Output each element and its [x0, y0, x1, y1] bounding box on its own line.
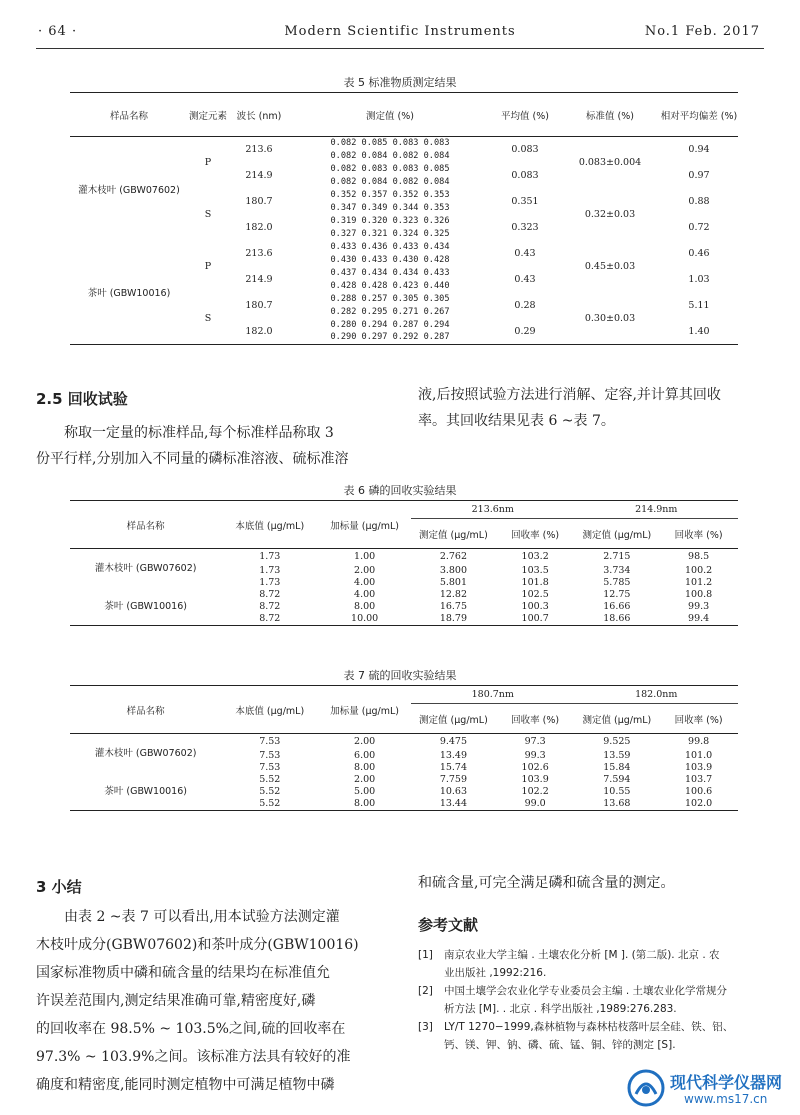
table6-cell: 100.2	[685, 564, 713, 576]
table5-values	[290, 293, 490, 319]
table7-cell: 99.3	[524, 749, 546, 761]
table7-cell: 8.00	[354, 797, 376, 809]
table5-sample: 茶叶 (GBW10016)	[87, 288, 171, 300]
table7-cell: 102.2	[521, 785, 549, 797]
table6-h-sample: 样品名称	[126, 520, 165, 532]
section-2-5-left-line2: 份平行样,分别加入不同量的磷标准溶液、硫标准溶	[36, 451, 349, 467]
table5-wavelength: 182.0	[245, 222, 273, 233]
table7-cell: 8.00	[354, 761, 376, 773]
table6-cell: 18.79	[439, 612, 468, 624]
table6-h-add: 加标量 (μg/mL)	[330, 520, 400, 532]
table5-values	[290, 163, 490, 189]
reference-line: LY/T 1270−1999,森林植物与森林枯枝落叶层全硅、铁、铝、	[444, 1021, 734, 1033]
table7-sample: 茶叶 (GBW10016)	[104, 786, 187, 797]
table6-cell: 3.800	[439, 564, 468, 576]
table6-cell: 103.5	[521, 564, 549, 576]
table7-cell: 7.594	[603, 773, 631, 785]
table6-cell: 12.75	[603, 588, 631, 600]
table6-cell: 1.73	[259, 564, 281, 576]
table7-cell: 7.53	[259, 749, 281, 761]
table5-rsd: 0.46	[688, 248, 710, 259]
table5-values	[290, 319, 490, 345]
table6-cell: 100.7	[521, 612, 549, 624]
section-2-5-title: 2.5 回收试验	[36, 390, 128, 408]
table6-cell: 5.785	[603, 576, 631, 588]
table5-values-line: 0.319 0.320 0.323 0.326	[330, 215, 450, 226]
table6-h-wl1: 213.6nm	[411, 501, 574, 519]
table7-cell: 2.00	[354, 735, 376, 747]
table6	[70, 500, 738, 626]
table7-cell: 102.0	[685, 797, 713, 809]
table5-values-line: 0.082 0.084 0.082 0.084	[330, 176, 450, 187]
table7-cell: 15.74	[439, 761, 468, 773]
table5-values-line: 0.347 0.349 0.344 0.353	[330, 202, 450, 213]
table5-row	[70, 137, 738, 163]
reference-line: 析方法 [M]. . 北京 . 科学出版社 ,1989:276.283.	[444, 1003, 677, 1015]
table6-cell: 98.5	[688, 550, 710, 562]
table6-h-meas: 测定值 (μg/mL)	[582, 529, 652, 541]
table5-values-line: 0.437 0.434 0.434 0.433	[330, 267, 450, 278]
table6-caption: 表 6 磷的回收实验结果	[343, 484, 457, 497]
section-2-5-right-line1: 液,后按照试验方法进行消解、定容,并计算其回收	[418, 387, 721, 403]
table5-values-line: 0.082 0.084 0.082 0.084	[330, 150, 450, 161]
table7-caption: 表 7 硫的回收实验结果	[343, 669, 457, 682]
table6-cell: 16.66	[603, 600, 631, 612]
table7-h-wl2: 182.0nm	[575, 686, 739, 704]
table5-values-line: 0.288 0.257 0.305 0.305	[330, 293, 450, 304]
table7-cell: 10.63	[439, 785, 468, 797]
table5-row	[70, 241, 738, 267]
table5-h-sample: 样品名称	[109, 110, 148, 122]
table5-avg: 0.083	[511, 144, 539, 156]
table5-wavelength: 214.9	[245, 274, 273, 285]
table7-h-wl1: 180.7nm	[411, 686, 574, 704]
table6-h-rec: 回收率 (%)	[674, 529, 723, 541]
section-3-line: 由表 2 ~表 7 可以看出,用本试验方法测定灌	[64, 909, 340, 925]
table6-cell: 16.75	[439, 600, 468, 612]
table7-sample: 灌木枝叶 (GBW07602)	[94, 748, 197, 760]
table5-values	[290, 189, 490, 215]
table5-std: 0.083±0.004	[578, 157, 642, 169]
table6-cell: 101.2	[685, 576, 713, 588]
table5-values-line: 0.082 0.085 0.083 0.083	[330, 138, 450, 149]
table7-cell: 100.6	[685, 785, 713, 797]
table7-h-meas: 测定值 (μg/mL)	[582, 714, 652, 726]
table5-std: 0.45±0.03	[584, 261, 636, 272]
table7-h-sample: 样品名称	[126, 705, 165, 717]
table6-cell: 4.00	[354, 576, 376, 588]
table7-cell: 2.00	[354, 773, 376, 785]
table7-cell: 5.52	[259, 797, 281, 809]
table5-values	[290, 241, 490, 267]
table7-cell: 5.52	[259, 785, 281, 797]
table5-std: 0.30±0.03	[584, 312, 636, 324]
table5-avg: 0.323	[511, 222, 539, 233]
table5-avg: 0.43	[514, 248, 536, 259]
table5-avg: 0.083	[511, 170, 539, 181]
table5-h-std: 标准值 (%)	[586, 110, 634, 122]
table7-cell: 5.52	[259, 773, 281, 785]
table5-h-rsd: 相对平均偏差 (%)	[660, 110, 738, 122]
table7-cell: 13.49	[439, 749, 468, 761]
table7-cell: 13.44	[439, 797, 468, 809]
table5-values	[290, 137, 490, 163]
table7-cell: 9.475	[439, 735, 468, 747]
table6-cell: 1.00	[354, 550, 376, 562]
table7-cell: 10.55	[603, 785, 631, 797]
section-3-title: 3 小结	[36, 878, 82, 896]
table6-cell: 2.00	[354, 564, 376, 576]
table7-h-meas: 测定值 (μg/mL)	[419, 714, 488, 726]
table5-avg: 0.29	[514, 325, 536, 337]
table6-sample: 灌木枝叶 (GBW07602)	[94, 563, 197, 575]
table7-cell: 102.6	[521, 761, 549, 773]
watermark-logo-icon	[626, 1068, 666, 1108]
table7-cell: 15.84	[603, 761, 631, 773]
table5-rsd: 0.72	[688, 222, 710, 233]
table7-cell: 7.759	[439, 773, 468, 785]
reference-line: 南京农业大学主编 . 土壤农化分析 [M ]. (第二版). 北京 . 农	[444, 949, 720, 961]
table5-rsd: 0.94	[688, 144, 710, 156]
section-2-5-left-line1: 称取一定量的标准样品,每个标准样品称取 3	[64, 425, 334, 441]
table6-cell: 1.73	[259, 576, 281, 588]
table7-cell: 103.7	[685, 773, 713, 785]
table5-rsd: 0.88	[688, 196, 710, 207]
table5-values-line: 0.282 0.295 0.271 0.267	[330, 306, 450, 317]
table6-cell: 10.00	[351, 612, 379, 624]
table5-std: 0.32±0.03	[584, 209, 636, 220]
table5-values-line: 0.352 0.357 0.352 0.353	[330, 189, 450, 200]
table5-wavelength: 213.6	[245, 248, 273, 259]
table5-element: P	[204, 261, 212, 272]
table6-cell: 5.801	[439, 576, 468, 588]
table6-cell: 8.72	[259, 600, 281, 612]
table5-values-line: 0.430 0.433 0.430 0.428	[330, 254, 450, 265]
table5-element: S	[204, 209, 212, 220]
section-3-line: 的回收率在 98.5% ~ 103.5%之间,硫的回收率在	[36, 1021, 346, 1037]
table7-cell: 6.00	[354, 749, 376, 761]
table6-cell: 3.734	[603, 564, 631, 576]
table6-cell: 101.8	[521, 576, 549, 588]
table7-h-rec: 回收率 (%)	[674, 714, 723, 726]
table5-values-line: 0.290 0.297 0.292 0.287	[330, 332, 450, 343]
table5-h-avg: 平均值 (%)	[501, 110, 549, 122]
table6-cell: 100.3	[521, 600, 549, 612]
table5-caption: 表 5 标准物质测定结果	[343, 76, 457, 89]
table6-sample: 茶叶 (GBW10016)	[104, 601, 187, 612]
table5-h-element: 测定元素	[188, 110, 227, 122]
table6-header-row1	[70, 501, 738, 519]
table6-h-rec: 回收率 (%)	[511, 529, 560, 541]
table6-cell: 4.00	[354, 588, 376, 600]
table5-values-line: 0.433 0.436 0.433 0.434	[330, 241, 450, 252]
table5-element: P	[204, 157, 212, 169]
section-3-line: 许误差范围内,测定结果准确可靠,精密度好,磷	[36, 993, 316, 1009]
table6-cell: 12.82	[439, 588, 468, 600]
table5-wavelength: 213.6	[245, 144, 273, 156]
table6-cell: 103.2	[521, 550, 549, 562]
table5-rsd: 1.03	[688, 274, 710, 285]
table5-rsd: 0.97	[688, 170, 710, 181]
table7-cell: 103.9	[685, 761, 713, 773]
table5-avg: 0.351	[511, 196, 539, 207]
table6-h-meas: 测定值 (μg/mL)	[419, 529, 488, 541]
table7-h-add: 加标量 (μg/mL)	[330, 705, 400, 717]
table6-cell: 8.72	[259, 588, 281, 600]
table6-cell: 99.4	[688, 612, 710, 624]
table7-cell: 101.0	[685, 749, 713, 761]
table5	[70, 92, 738, 345]
table5-avg: 0.43	[514, 274, 536, 285]
table6-h-wl2: 214.9nm	[575, 501, 739, 519]
journal-title: Modern Scientific Instruments	[284, 24, 516, 39]
section-2-5-right-line2: 率。其回收结果见表 6 ~表 7。	[418, 413, 615, 429]
table5-sample: 灌木枝叶 (GBW07602)	[78, 184, 180, 196]
table6-cell: 1.73	[259, 550, 281, 562]
table7-cell: 99.0	[524, 797, 546, 809]
table7-cell: 97.3	[524, 735, 546, 747]
reference-line: 钙、镁、钾、钠、磷、硫、锰、铜、锌的测定 [S].	[444, 1039, 676, 1051]
table5-wavelength: 180.7	[245, 300, 273, 311]
table5-wavelength: 182.0	[245, 325, 273, 337]
section-3-right-line: 和硫含量,可完全满足磷和硫含量的测定。	[418, 875, 675, 891]
table6-cell: 2.715	[603, 550, 631, 562]
table7	[70, 685, 738, 811]
table6-h-base: 本底值 (μg/mL)	[235, 520, 305, 532]
table5-wavelength: 180.7	[245, 196, 273, 207]
table-row	[70, 549, 738, 565]
table6-cell: 102.5	[521, 588, 549, 600]
table6-cell: 2.762	[439, 550, 468, 562]
table5-values	[290, 267, 490, 293]
table-row	[70, 734, 738, 750]
table5-values	[290, 215, 490, 241]
reference-number: [2]	[418, 985, 433, 997]
table5-values-line: 0.280 0.294 0.287 0.294	[330, 319, 450, 330]
section-3-line: 木枝叶成分(GBW07602)和茶叶成分(GBW10016)	[36, 937, 359, 953]
table6-cell: 8.72	[259, 612, 281, 624]
header-rule	[36, 48, 764, 49]
issue-info: No.1 Feb. 2017	[644, 24, 760, 39]
watermark-name: 现代科学仪器网	[670, 1073, 783, 1092]
table5-h-values: 测定值 (%)	[366, 110, 414, 122]
table7-cell: 13.59	[603, 749, 631, 761]
table7-cell: 7.53	[259, 761, 281, 773]
table5-values-line: 0.327 0.321 0.324 0.325	[330, 228, 450, 239]
table7-cell: 5.00	[354, 785, 376, 797]
table5-values-line: 0.428 0.428 0.423 0.440	[330, 280, 450, 291]
table-row	[70, 589, 738, 601]
table6-cell: 8.00	[354, 600, 376, 612]
table7-h-rec: 回收率 (%)	[511, 714, 560, 726]
table5-h-wavelength: 波长 (nm)	[236, 110, 282, 122]
reference-number: [1]	[418, 949, 433, 961]
references-title: 参考文献	[418, 916, 479, 934]
watermark-url: www.ms17.cn	[684, 1092, 768, 1106]
table7-cell: 99.8	[688, 735, 710, 747]
section-3-line: 国家标准物质中磷和硫含量的结果均在标准值允	[36, 965, 330, 981]
section-3-line: 97.3% ~ 103.9%之间。该标准方法具有较好的准	[36, 1049, 351, 1065]
table5-avg: 0.28	[514, 300, 536, 311]
section-3-line: 确度和精密度,能同时测定植物中可满足植物中磷	[36, 1077, 335, 1093]
table5-element: S	[204, 312, 212, 324]
reference-line: 业出版社 ,1992:216.	[444, 967, 547, 979]
table5-rsd: 1.40	[688, 325, 710, 337]
reference-line: 中国土壤学会农业化学专业委员会主编 . 土壤农业化学常规分	[444, 985, 728, 997]
table7-h-base: 本底值 (μg/mL)	[235, 705, 305, 717]
table7-cell: 13.68	[603, 797, 631, 809]
table7-header-row1	[70, 686, 738, 704]
reference-number: [3]	[418, 1021, 433, 1033]
table5-values-line: 0.082 0.083 0.083 0.085	[330, 163, 450, 174]
table7-cell: 103.9	[521, 773, 549, 785]
table5-header-row	[70, 93, 738, 137]
table7-cell: 7.53	[259, 735, 281, 747]
table5-wavelength: 214.9	[245, 170, 273, 181]
table6-cell: 99.3	[688, 600, 710, 612]
page-number: · 64 ·	[38, 24, 78, 39]
table7-cell: 9.525	[603, 735, 631, 747]
table6-cell: 100.8	[685, 588, 713, 600]
table5-rsd: 5.11	[688, 300, 710, 311]
table-row	[70, 774, 738, 786]
table6-cell: 18.66	[603, 612, 631, 624]
